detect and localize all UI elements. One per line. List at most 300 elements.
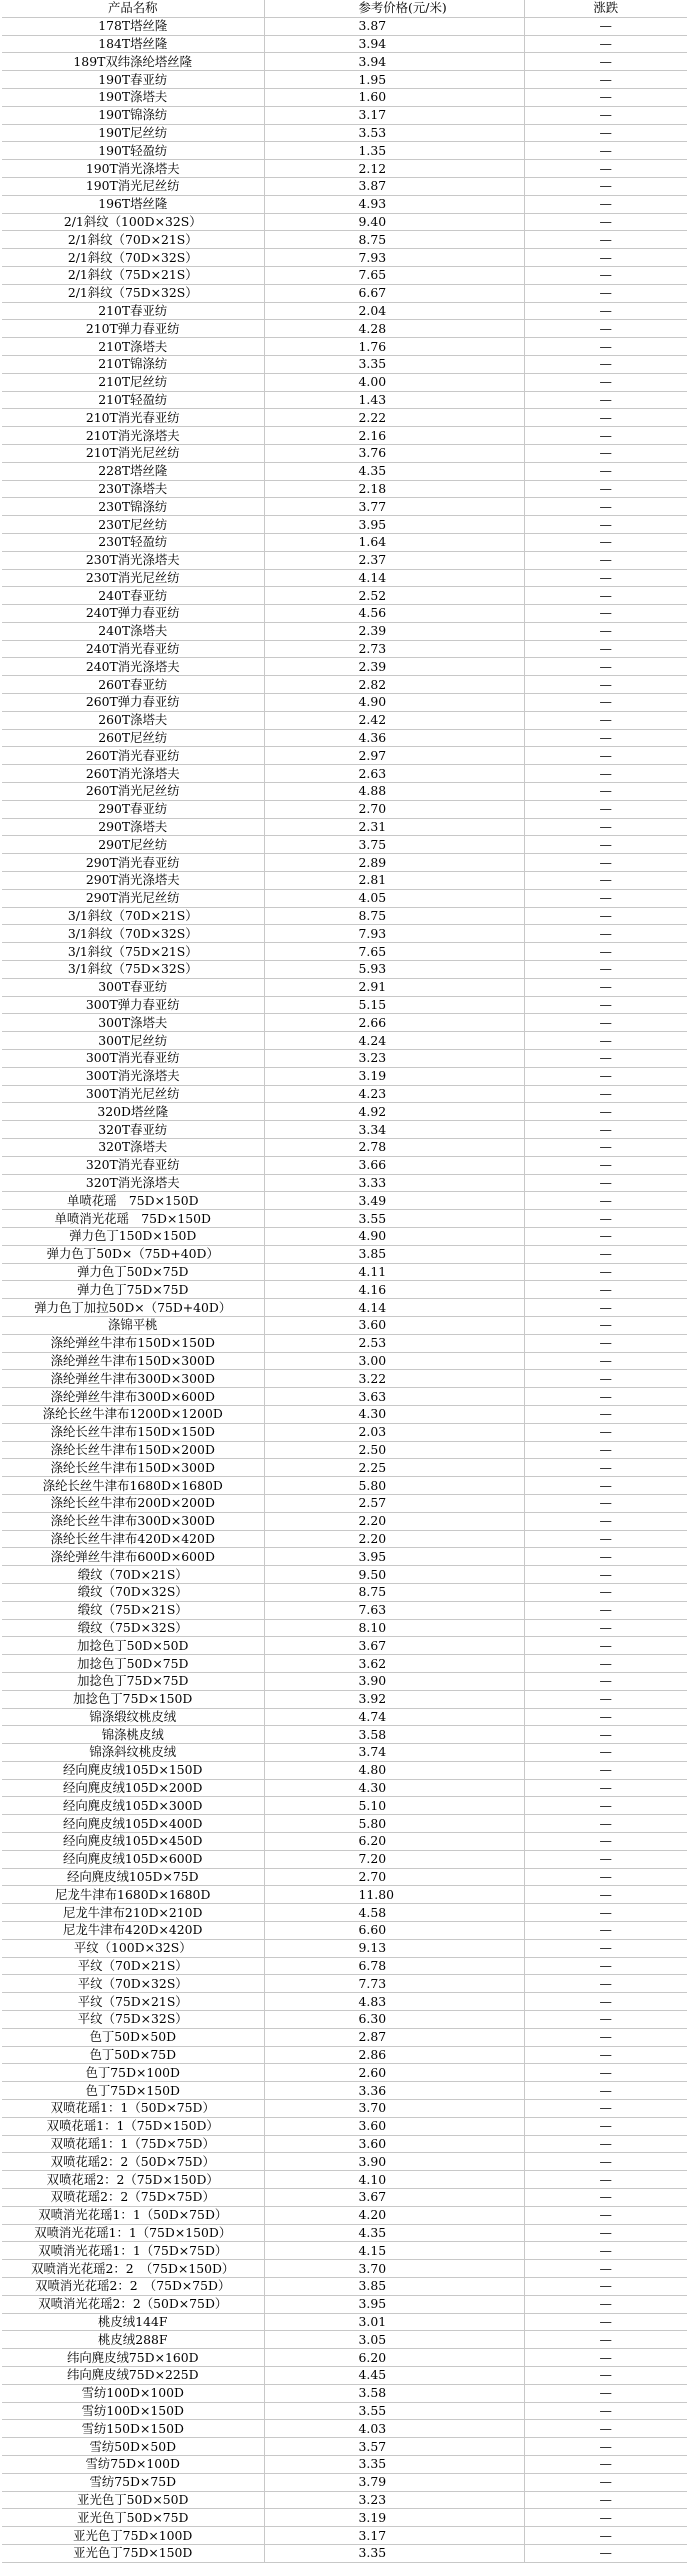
price-cell: 4.35: [264, 2224, 524, 2242]
product-name-cell: 190T涤塔夫: [2, 88, 264, 106]
table-row: [2, 1583, 687, 1601]
table-row: [2, 160, 687, 178]
price-cell: 1.60: [264, 88, 524, 106]
change-cell: —: [524, 462, 687, 480]
price-cell: 2.87: [264, 2028, 524, 2046]
change-cell: —: [524, 694, 687, 712]
price-cell: 3.23: [264, 1050, 524, 1068]
table-row: [2, 961, 687, 979]
change-cell: —: [524, 1815, 687, 1833]
product-name-cell: 双喷花瑶1：1（50D×75D）: [2, 2100, 264, 2118]
change-cell: —: [524, 2082, 687, 2100]
table-row: [2, 1993, 687, 2011]
price-cell: 5.93: [264, 961, 524, 979]
table-row: [2, 142, 687, 160]
table-row: [2, 1868, 687, 1886]
price-cell: 2.63: [264, 765, 524, 783]
price-cell: 7.93: [264, 249, 524, 267]
table-row: [2, 480, 687, 498]
table-row: [2, 1388, 687, 1406]
price-cell: 3.57: [264, 2438, 524, 2456]
table-row: [2, 2064, 687, 2082]
price-cell: 3.63: [264, 1388, 524, 1406]
price-cell: 7.65: [264, 266, 524, 284]
change-cell: —: [524, 569, 687, 587]
price-cell: 4.92: [264, 1103, 524, 1121]
product-name-cell: 2/1斜纹（75D×21S）: [2, 266, 264, 284]
price-cell: 4.05: [264, 889, 524, 907]
product-name-cell: 230T消光涤塔夫: [2, 551, 264, 569]
change-cell: —: [524, 2046, 687, 2064]
product-name-cell: 双喷消光花瑶1：1（75D×150D）: [2, 2224, 264, 2242]
product-name-cell: 雪纺100D×150D: [2, 2402, 264, 2420]
product-name-cell: 320T消光春亚纺: [2, 1156, 264, 1174]
product-name-cell: 弹力色丁75D×75D: [2, 1281, 264, 1299]
table-row: [2, 106, 687, 124]
price-cell: 3.58: [264, 2384, 524, 2402]
product-name-cell: 178T塔丝隆: [2, 17, 264, 35]
product-name-cell: 涤纶弹丝牛津布150D×300D: [2, 1352, 264, 1370]
price-cell: 3.00: [264, 1352, 524, 1370]
table-row: [2, 2171, 687, 2189]
header-price-change: 涨跌: [524, 0, 687, 17]
change-cell: —: [524, 1904, 687, 1922]
table-row: [2, 1797, 687, 1815]
product-name-cell: 桃皮绒288F: [2, 2331, 264, 2349]
table-row: [2, 1512, 687, 1530]
change-cell: —: [524, 1779, 687, 1797]
table-row: [2, 1922, 687, 1940]
product-name-cell: 涤纶长丝牛津布1680D×1680D: [2, 1477, 264, 1495]
change-cell: —: [524, 373, 687, 391]
change-cell: —: [524, 249, 687, 267]
change-cell: —: [524, 2313, 687, 2331]
product-name-cell: 涤纶弹丝牛津布150D×150D: [2, 1334, 264, 1352]
table-row: [2, 1423, 687, 1441]
table-row: [2, 1156, 687, 1174]
product-name-cell: 锦涤斜纹桃皮绒: [2, 1744, 264, 1762]
price-cell: 4.00: [264, 373, 524, 391]
table-row: [2, 1067, 687, 1085]
price-cell: 3.17: [264, 106, 524, 124]
table-row: [2, 427, 687, 445]
table-row: [2, 1050, 687, 1068]
change-cell: —: [524, 676, 687, 694]
table-row: [2, 854, 687, 872]
change-cell: —: [524, 1868, 687, 1886]
table-row: [2, 231, 687, 249]
table-row: [2, 1655, 687, 1673]
table-row: [2, 1761, 687, 1779]
price-cell: 2.50: [264, 1441, 524, 1459]
price-cell: 2.91: [264, 978, 524, 996]
table-row: [2, 1121, 687, 1139]
price-cell: 2.57: [264, 1494, 524, 1512]
change-cell: —: [524, 53, 687, 71]
product-name-cell: 双喷花瑶2：2（50D×75D）: [2, 2153, 264, 2171]
price-cell: 3.77: [264, 498, 524, 516]
table-row: [2, 1744, 687, 1762]
product-name-cell: 2/1斜纹（70D×21S）: [2, 231, 264, 249]
price-cell: 6.30: [264, 2011, 524, 2029]
table-row: [2, 943, 687, 961]
table-row: [2, 1085, 687, 1103]
product-name-cell: 210T锦涤纺: [2, 355, 264, 373]
change-cell: —: [524, 1281, 687, 1299]
price-cell: 3.35: [264, 355, 524, 373]
price-cell: 4.11: [264, 1263, 524, 1281]
price-cell: 4.14: [264, 1299, 524, 1317]
product-name-cell: 缎纹（70D×21S）: [2, 1566, 264, 1584]
price-cell: 9.13: [264, 1939, 524, 1957]
price-cell: 2.97: [264, 747, 524, 765]
price-cell: 2.52: [264, 587, 524, 605]
price-cell: 9.50: [264, 1566, 524, 1584]
price-cell: 3.90: [264, 2153, 524, 2171]
change-cell: —: [524, 1850, 687, 1868]
price-cell: 3.90: [264, 1672, 524, 1690]
price-cell: 3.62: [264, 1655, 524, 1673]
table-row: [2, 444, 687, 462]
change-cell: —: [524, 266, 687, 284]
price-cell: 4.15: [264, 2242, 524, 2260]
table-row: [2, 925, 687, 943]
change-cell: —: [524, 1637, 687, 1655]
product-name-cell: 228T塔丝隆: [2, 462, 264, 480]
table-row: [2, 658, 687, 676]
product-name-cell: 190T消光尼丝纺: [2, 177, 264, 195]
change-cell: —: [524, 2366, 687, 2384]
product-name-cell: 210T涤塔夫: [2, 338, 264, 356]
table-row: [2, 1530, 687, 1548]
change-cell: —: [524, 1316, 687, 1334]
table-row: [2, 907, 687, 925]
change-cell: —: [524, 907, 687, 925]
price-cell: 4.28: [264, 320, 524, 338]
price-cell: 3.34: [264, 1121, 524, 1139]
change-cell: —: [524, 444, 687, 462]
change-cell: —: [524, 872, 687, 890]
table-row: [2, 2082, 687, 2100]
change-cell: —: [524, 1494, 687, 1512]
table-body: [2, 17, 687, 2562]
price-cell: 4.93: [264, 195, 524, 213]
change-cell: —: [524, 2171, 687, 2189]
price-cell: 3.35: [264, 2455, 524, 2473]
change-cell: —: [524, 498, 687, 516]
price-cell: 2.82: [264, 676, 524, 694]
change-cell: —: [524, 427, 687, 445]
product-name-cell: 300T消光尼丝纺: [2, 1085, 264, 1103]
table-row: [2, 498, 687, 516]
product-name-cell: 210T消光尼丝纺: [2, 444, 264, 462]
table-row: [2, 284, 687, 302]
price-cell: 3.70: [264, 2260, 524, 2278]
product-name-cell: 190T轻盈纺: [2, 142, 264, 160]
change-cell: —: [524, 800, 687, 818]
change-cell: —: [524, 2331, 687, 2349]
table-row: [2, 1139, 687, 1157]
price-cell: 3.58: [264, 1726, 524, 1744]
change-cell: —: [524, 1939, 687, 1957]
price-cell: 2.39: [264, 658, 524, 676]
price-cell: 7.63: [264, 1601, 524, 1619]
product-name-cell: 3/1斜纹（70D×21S）: [2, 907, 264, 925]
table-row: [2, 996, 687, 1014]
header-product-name: 产品名称: [2, 0, 264, 17]
product-name-cell: 加捻色丁75D×75D: [2, 1672, 264, 1690]
change-cell: —: [524, 213, 687, 231]
table-row: [2, 2331, 687, 2349]
table-row: [2, 711, 687, 729]
price-cell: 3.76: [264, 444, 524, 462]
table-row: [2, 2189, 687, 2207]
table-row: [2, 1548, 687, 1566]
change-cell: —: [524, 1192, 687, 1210]
change-cell: —: [524, 1797, 687, 1815]
price-cell: 3.67: [264, 2189, 524, 2207]
change-cell: —: [524, 1993, 687, 2011]
price-cell: 4.23: [264, 1085, 524, 1103]
change-cell: —: [524, 480, 687, 498]
change-cell: —: [524, 925, 687, 943]
price-cell: 3.75: [264, 836, 524, 854]
product-name-cell: 平纹（100D×32S）: [2, 1939, 264, 1957]
change-cell: —: [524, 1761, 687, 1779]
product-name-cell: 缎纹（75D×21S）: [2, 1601, 264, 1619]
price-cell: 2.60: [264, 2064, 524, 2082]
product-name-cell: 锦涤缎纹桃皮绒: [2, 1708, 264, 1726]
price-cell: 7.20: [264, 1850, 524, 1868]
price-cell: 4.80: [264, 1761, 524, 1779]
table-row: [2, 889, 687, 907]
table-row: [2, 213, 687, 231]
price-cell: 3.94: [264, 53, 524, 71]
product-name-cell: 涤纶弹丝牛津布300D×600D: [2, 1388, 264, 1406]
table-row: [2, 2028, 687, 2046]
price-cell: 3.74: [264, 1744, 524, 1762]
table-row: [2, 1014, 687, 1032]
change-cell: —: [524, 1530, 687, 1548]
change-cell: —: [524, 302, 687, 320]
table-row: [2, 2402, 687, 2420]
table-row: [2, 1334, 687, 1352]
price-cell: 8.75: [264, 231, 524, 249]
table-row: [2, 587, 687, 605]
product-name-cell: 弹力色丁150D×150D: [2, 1227, 264, 1245]
price-cell: 4.90: [264, 694, 524, 712]
table-row: [2, 1815, 687, 1833]
product-name-cell: 弹力色丁加拉50D×（75D+40D）: [2, 1299, 264, 1317]
table-row: [2, 2135, 687, 2153]
price-cell: 2.70: [264, 1868, 524, 1886]
table-row: [2, 2011, 687, 2029]
product-name-cell: 经向麂皮绒105D×75D: [2, 1868, 264, 1886]
product-name-cell: 亚光色丁50D×50D: [2, 2491, 264, 2509]
product-name-cell: 320D塔丝隆: [2, 1103, 264, 1121]
price-cell: 4.10: [264, 2171, 524, 2189]
change-cell: —: [524, 1032, 687, 1050]
change-cell: —: [524, 1922, 687, 1940]
table-row: [2, 1619, 687, 1637]
change-cell: —: [524, 2384, 687, 2402]
change-cell: —: [524, 516, 687, 534]
table-row: [2, 2544, 687, 2562]
table-row: [2, 2153, 687, 2171]
price-cell: 3.55: [264, 1210, 524, 1228]
change-cell: —: [524, 195, 687, 213]
price-cell: 3.19: [264, 2509, 524, 2527]
table-row: [2, 2473, 687, 2491]
product-name-cell: 尼龙牛津布1680D×1680D: [2, 1886, 264, 1904]
change-cell: —: [524, 2349, 687, 2367]
table-row: [2, 1566, 687, 1584]
product-name-cell: 双喷消光花瑶2：2 （75D×150D）: [2, 2260, 264, 2278]
table-row: [2, 391, 687, 409]
table-row: [2, 2438, 687, 2456]
price-cell: 4.30: [264, 1779, 524, 1797]
change-cell: —: [524, 1601, 687, 1619]
price-cell: 3.95: [264, 2295, 524, 2313]
price-cell: 2.86: [264, 2046, 524, 2064]
table-row: [2, 978, 687, 996]
table-row: [2, 1299, 687, 1317]
product-name-cell: 雪纺75D×75D: [2, 2473, 264, 2491]
change-cell: —: [524, 1744, 687, 1762]
product-name-cell: 230T尼丝纺: [2, 516, 264, 534]
table-row: [2, 729, 687, 747]
table-row: [2, 1103, 687, 1121]
change-cell: —: [524, 533, 687, 551]
change-cell: —: [524, 35, 687, 53]
product-name-cell: 2/1斜纹（75D×32S）: [2, 284, 264, 302]
product-name-cell: 涤纶长丝牛津布150D×150D: [2, 1423, 264, 1441]
price-cell: 3.01: [264, 2313, 524, 2331]
table-row: [2, 1174, 687, 1192]
product-name-cell: 平纹（75D×21S）: [2, 1993, 264, 2011]
table-row: [2, 2366, 687, 2384]
product-name-cell: 加捻色丁75D×150D: [2, 1690, 264, 1708]
product-name-cell: 经向麂皮绒105D×400D: [2, 1815, 264, 1833]
price-cell: 1.35: [264, 142, 524, 160]
price-cell: 1.76: [264, 338, 524, 356]
product-name-cell: 涤纶长丝牛津布150D×200D: [2, 1441, 264, 1459]
price-cell: 3.94: [264, 35, 524, 53]
product-name-cell: 单喷花瑶 75D×150D: [2, 1192, 264, 1210]
price-cell: 2.20: [264, 1530, 524, 1548]
product-name-cell: 弹力色丁50D×（75D+40D）: [2, 1245, 264, 1263]
price-cell: 6.60: [264, 1922, 524, 1940]
price-cell: 2.53: [264, 1334, 524, 1352]
price-cell: 3.36: [264, 2082, 524, 2100]
change-cell: —: [524, 1405, 687, 1423]
price-cell: 4.30: [264, 1405, 524, 1423]
table-row: [2, 1886, 687, 1904]
change-cell: —: [524, 943, 687, 961]
price-cell: 3.53: [264, 124, 524, 142]
price-cell: 3.95: [264, 1548, 524, 1566]
change-cell: —: [524, 320, 687, 338]
price-cell: 2.42: [264, 711, 524, 729]
table-row: [2, 1975, 687, 1993]
price-cell: 3.92: [264, 1690, 524, 1708]
table-row: [2, 1316, 687, 1334]
table-row: [2, 2509, 687, 2527]
product-name-cell: 平纹（70D×21S）: [2, 1957, 264, 1975]
price-cell: 4.03: [264, 2420, 524, 2438]
table-row: [2, 2242, 687, 2260]
table-row: [2, 1850, 687, 1868]
table-row: [2, 2224, 687, 2242]
price-cell: 2.20: [264, 1512, 524, 1530]
product-name-cell: 190T尼丝纺: [2, 124, 264, 142]
product-name-cell: 240T消光涤塔夫: [2, 658, 264, 676]
table-row: [2, 1405, 687, 1423]
price-cell: 3.87: [264, 17, 524, 35]
table-row: [2, 2100, 687, 2118]
table-row: [2, 622, 687, 640]
table-row: [2, 88, 687, 106]
price-cell: 3.85: [264, 2278, 524, 2296]
product-name-cell: 色丁50D×75D: [2, 2046, 264, 2064]
change-cell: —: [524, 2135, 687, 2153]
change-cell: —: [524, 1672, 687, 1690]
change-cell: —: [524, 1352, 687, 1370]
change-cell: —: [524, 124, 687, 142]
change-cell: —: [524, 765, 687, 783]
change-cell: —: [524, 2224, 687, 2242]
product-name-cell: 2/1斜纹（70D×32S）: [2, 249, 264, 267]
table-row: [2, 551, 687, 569]
table-row: [2, 694, 687, 712]
table-row: [2, 35, 687, 53]
product-name-cell: 2/1斜纹（100D×32S）: [2, 213, 264, 231]
table-row: [2, 1690, 687, 1708]
change-cell: —: [524, 658, 687, 676]
price-cell: 2.66: [264, 1014, 524, 1032]
price-cell: 3.60: [264, 1316, 524, 1334]
price-cell: 3.22: [264, 1370, 524, 1388]
change-cell: —: [524, 622, 687, 640]
table-row: [2, 2420, 687, 2438]
change-cell: —: [524, 1227, 687, 1245]
change-cell: —: [524, 996, 687, 1014]
product-name-cell: 雪纺150D×150D: [2, 2420, 264, 2438]
product-name-cell: 双喷消光花瑶2：2（50D×75D）: [2, 2295, 264, 2313]
table-row: [2, 2295, 687, 2313]
product-name-cell: 240T弹力春亚纺: [2, 605, 264, 623]
price-cell: 2.12: [264, 160, 524, 178]
change-cell: —: [524, 409, 687, 427]
price-cell: 5.80: [264, 1477, 524, 1495]
header-row: [2, 0, 687, 17]
price-cell: 4.83: [264, 1993, 524, 2011]
change-cell: —: [524, 605, 687, 623]
change-cell: —: [524, 106, 687, 124]
change-cell: —: [524, 160, 687, 178]
table-row: [2, 53, 687, 71]
product-name-cell: 涤纶长丝牛津布1200D×1200D: [2, 1405, 264, 1423]
product-name-cell: 260T消光春亚纺: [2, 747, 264, 765]
table-row: [2, 17, 687, 35]
product-name-cell: 260T消光涤塔夫: [2, 765, 264, 783]
price-cell: 1.43: [264, 391, 524, 409]
price-cell: 2.81: [264, 872, 524, 890]
product-name-cell: 290T消光春亚纺: [2, 854, 264, 872]
change-cell: —: [524, 711, 687, 729]
change-cell: —: [524, 1833, 687, 1851]
change-cell: —: [524, 1423, 687, 1441]
